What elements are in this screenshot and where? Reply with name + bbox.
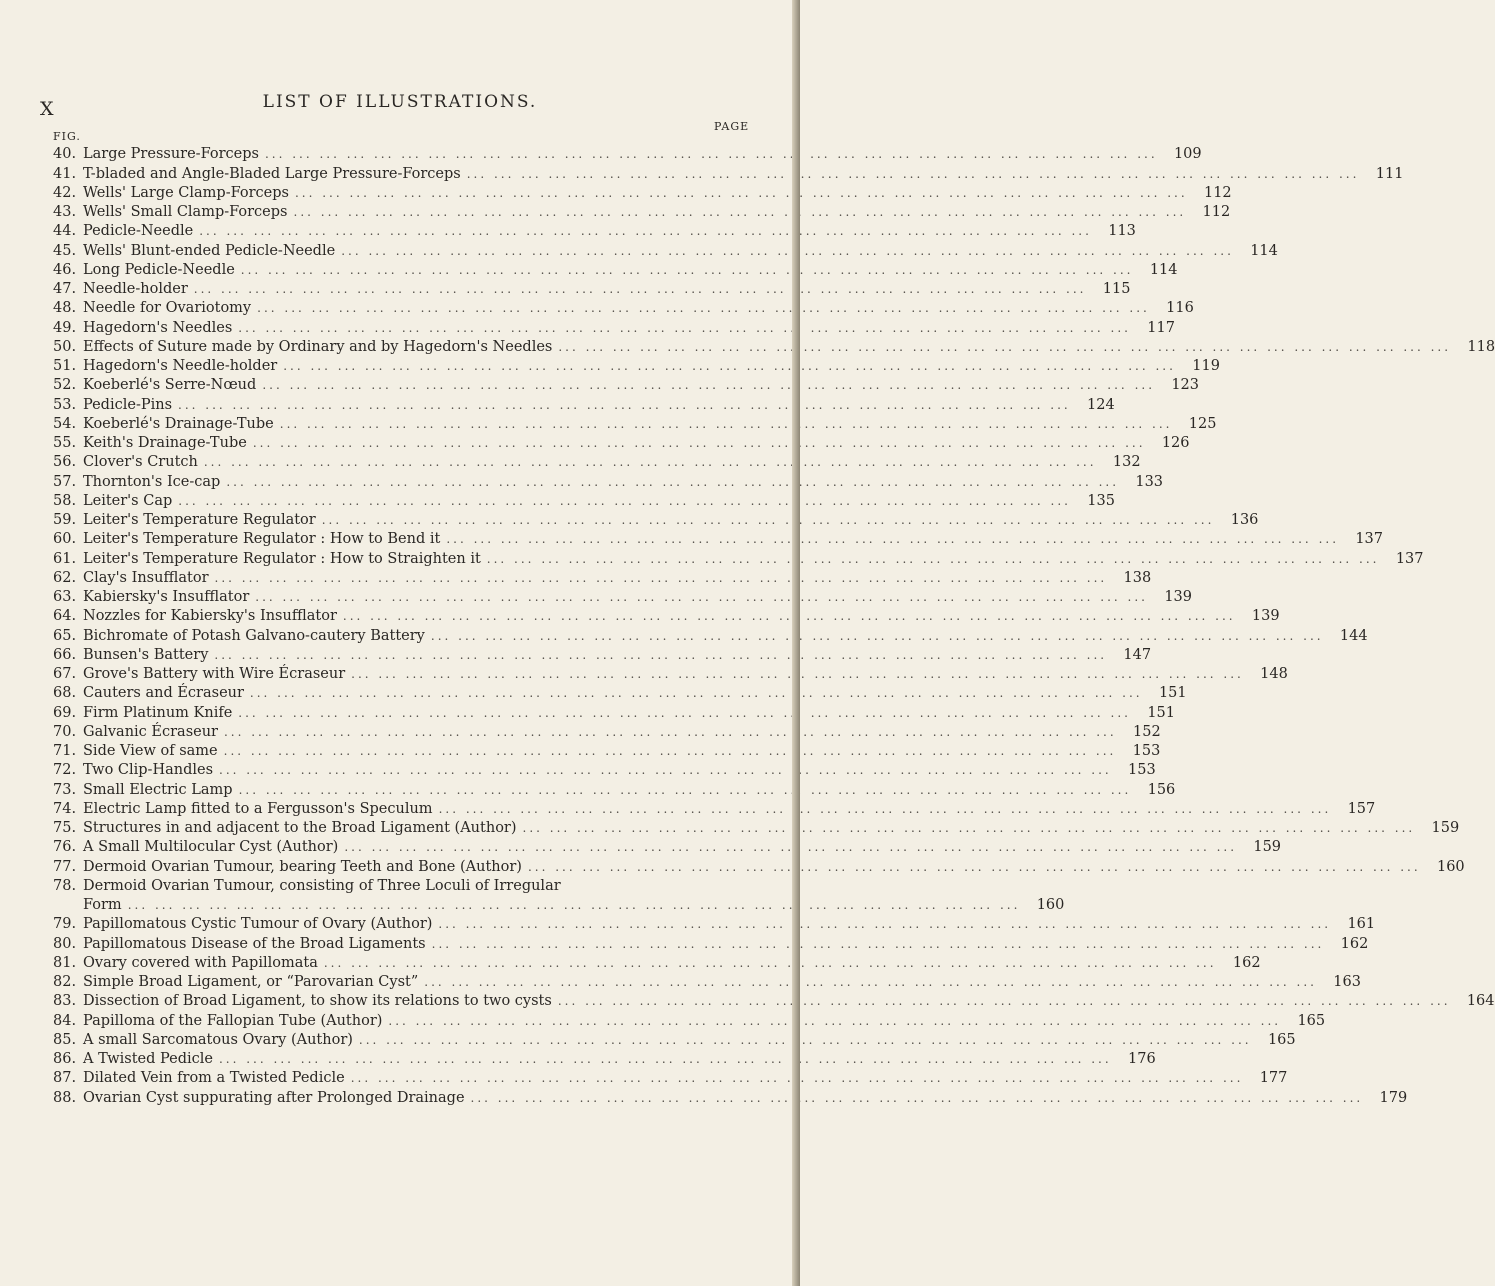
dot-leader [552,992,1455,1010]
page-ref: 123 [1171,377,1200,394]
list-item [53,722,1161,741]
list-item [53,548,1424,567]
page-ref: 165 [1267,1031,1296,1048]
dot-leader [249,588,1152,606]
dot-leader [418,973,1321,991]
dot-leader [426,935,1329,953]
page-ref: 151 [1147,704,1175,721]
page-ref: 137 [1395,550,1424,567]
page-ref: 132 [1112,454,1141,471]
page-ref: 133 [1135,473,1164,490]
list-item [53,260,1178,279]
figure-number: 50. [53,338,77,355]
figure-title: Needle-holder [83,281,188,297]
list-item [53,317,1175,336]
figure-title: A Small Multilocular Cyst (Author) [83,839,339,856]
figure-title: Leiter's Temperature Regulator : How to Bend it [83,531,441,548]
dot-leader [208,646,1111,664]
list-item [53,818,1460,837]
page-ref: 115 [1102,281,1131,297]
figure-title: Clay's Insufflator [83,569,209,586]
figure-number: 79. [53,916,77,933]
page-ref: 119 [1192,358,1220,374]
dot-leader [440,530,1343,548]
dot-leader [465,1089,1368,1107]
figure-title: Grove's Battery with Wire Écraseur [83,666,346,682]
figure-number: 69. [53,704,77,721]
figure-number: 81. [53,954,77,971]
page-ref: 176 [1128,1051,1156,1067]
dot-leader [289,184,1192,202]
figure-number: 48. [53,300,77,317]
page-ref: 157 [1347,800,1376,817]
figure-number: 84. [53,1012,77,1029]
dot-leader [251,299,1154,317]
figure-number: 67. [53,666,77,682]
dot-leader [517,819,1420,837]
list-item [53,702,1175,721]
figure-number: 65. [53,627,77,644]
running-title: LIST OF ILLUSTRATIONS. [262,92,538,112]
dot-leader [433,800,1336,818]
figure-number: 85. [53,1031,77,1048]
figure-number: 52. [53,377,77,394]
dot-leader [122,896,1025,914]
dot-leader [235,261,1138,279]
figure-title: Needle for Ovariotomy [83,300,252,317]
dot-leader [188,280,1091,298]
list-item [53,471,1164,490]
page-ref: 112 [1203,184,1232,201]
page-ref: 137 [1355,531,1384,548]
figure-title: Nozzles for Kabiersky's Insufflator [83,608,337,625]
dot-leader [522,858,1425,876]
dot-leader [259,145,1162,163]
list-item [53,414,1217,433]
page-ref: 160 [1036,897,1065,913]
figure-title: Side View of same [83,743,218,759]
page-ref: 161 [1347,916,1376,933]
page-ref: 138 [1123,569,1152,586]
figure-number: 58. [53,492,77,509]
list-item [53,914,1376,933]
page-ref: 177 [1259,1070,1288,1087]
list-item [53,645,1152,664]
figure-number: 70. [53,723,77,740]
figure-title: Keith's Drainage-Tube [83,435,247,451]
dot-leader [481,550,1384,568]
figure-title: Dermoid Ovarian Tumour, bearing Teeth and Bone (Author) [83,858,522,875]
dot-leader [425,627,1328,645]
list-item [53,837,1282,856]
dot-leader [316,511,1219,529]
figure-title: Bunsen's Battery [83,646,209,663]
page-ref: 139 [1164,589,1192,605]
dot-leader [338,838,1241,856]
figure-number: 74. [53,800,77,817]
dot-leader [218,723,1121,741]
list-item [53,337,1495,356]
figure-number: 49. [53,319,77,336]
list-item [53,587,1192,606]
page-ref: 114 [1149,261,1178,278]
page-ref: 117 [1147,319,1175,336]
figure-number: 42. [53,184,77,201]
list-item [53,779,1176,798]
dot-leader [213,1050,1116,1068]
page-ref: 111 [1375,165,1404,182]
page-ref: 159 [1253,839,1282,856]
figure-title: Wells' Small Clamp-Forceps [83,204,288,220]
figure-title: Leiter's Cap [83,492,173,509]
list-item [53,606,1280,625]
list-item [53,625,1368,644]
list-item [53,394,1115,413]
dot-leader [256,376,1159,394]
list-item [53,221,1136,240]
figure-number: 63. [53,589,77,605]
list-item [53,760,1156,779]
figure-number: 55. [53,435,77,451]
figure-title: Kabiersky's Insufflator [83,589,250,605]
dot-leader [218,742,1121,760]
figure-number: 72. [53,762,77,779]
list-item [53,491,1115,510]
figure-title: Long Pedicle-Needle [83,261,235,278]
page-ref: 162 [1232,954,1261,971]
dot-leader [353,1031,1256,1049]
dot-leader [172,492,1075,510]
dot-leader [198,453,1101,471]
figure-number: 83. [53,993,77,1010]
figure-number: 86. [53,1051,77,1067]
figure-title: A small Sarcomatous Ovary (Author) [83,1031,353,1048]
list-item [53,895,1065,914]
dot-leader [337,607,1240,625]
figure-number: 40. [53,146,77,163]
figure-title: T-bladed and Angle-Bladed Large Pressure-Forceps [83,165,461,182]
list-item [53,202,1231,221]
list-item [53,1068,1288,1087]
page-ref: 136 [1230,512,1259,528]
figure-number: 76. [53,839,77,856]
list-item [53,1087,1408,1106]
figure-title: Koeberlé's Serre-Nœud [83,377,257,394]
figure-number: 59. [53,512,77,528]
page-ref: 162 [1340,935,1369,952]
figure-number: 73. [53,781,77,798]
page-ref: 159 [1431,820,1460,836]
list-item [53,933,1369,952]
figure-title: Wells' Large Clamp-Forceps [83,184,289,201]
list-item [53,953,1261,972]
dot-leader [172,396,1075,414]
page-ref: 109 [1173,146,1202,163]
figure-number: 41. [53,165,77,182]
figure-number: 71. [53,743,77,759]
page-ref: 153 [1132,743,1161,759]
dot-leader [213,761,1116,779]
figure-number: 45. [53,242,77,259]
figure-title: Leiter's Temperature Regulator : How to Straighten it [83,550,481,567]
list-item [53,991,1495,1010]
list-item [53,972,1361,991]
figure-title: Effects of Suture made by Ordinary and by Hagedorn's Needles [83,338,553,355]
figure-title: Large Pressure-Forceps [83,146,259,163]
page-ref: 125 [1188,415,1217,432]
list-item [53,163,1404,182]
dot-leader [277,357,1180,375]
page-ref: 164 [1466,993,1495,1010]
illustration-list [53,144,1495,1107]
figure-title: Simple Broad Ligament, or “Parovarian Cyst” [83,974,419,990]
page-number: X [40,98,55,120]
list-item [53,279,1131,298]
list-item [53,240,1278,259]
list-item [53,356,1220,375]
dot-leader [209,569,1112,587]
figure-title: Dilated Vein from a Twisted Pedicle [83,1070,345,1087]
figure-title: Galvanic Écraseur [83,723,218,740]
figure-number: 87. [53,1070,77,1087]
figure-number: 54. [53,415,77,432]
figure-title: Clover's Crutch [83,454,198,471]
figure-number: 77. [53,858,77,875]
figure-title: Dermoid Ovarian Tumour, consisting of Three Loculi of Irregular [83,877,561,894]
figure-number: 66. [53,646,77,663]
dot-leader [318,954,1221,972]
dot-leader [233,781,1136,799]
list-item [53,1010,1326,1029]
page-ref: 147 [1123,646,1152,663]
figure-number: 80. [53,935,77,952]
figure-title: Bichromate of Potash Galvano-cautery Battery [83,627,425,644]
list-item [53,452,1141,471]
page-ref: 112 [1202,204,1231,220]
figure-number: 47. [53,281,77,297]
dot-leader [432,915,1335,933]
dot-leader [232,319,1135,337]
list-item [53,683,1187,702]
figure-number: 57. [53,473,77,490]
dot-leader [335,242,1238,260]
list-item [53,856,1465,875]
page-ref: 113 [1108,223,1136,240]
figure-number: 46. [53,261,77,278]
fig-column-heading: FIG. [53,130,81,143]
figure-title: Thornton's Ice-cap [83,473,221,490]
page-ref: 165 [1297,1012,1326,1029]
dot-leader [247,434,1150,452]
page-ref: 116 [1166,300,1194,317]
dot-leader [288,203,1191,221]
figure-title: Papilloma of the Fallopian Tube (Author) [83,1012,383,1029]
figure-title: Pedicle-Pins [83,396,173,413]
figure-title: Dissection of Broad Ligament, to show its relations to two cysts [83,993,552,1010]
dot-leader [220,473,1123,491]
figure-number: 61. [53,550,77,567]
figure-title: Papillomatous Cystic Tumour of Ovary (Author) [83,916,433,933]
page-ref: 144 [1339,627,1368,644]
page-ref: 160 [1436,858,1465,875]
figure-title: Ovarian Cyst suppurating after Prolonged Drainage [83,1089,465,1106]
page-edge [792,0,800,1286]
list-item [53,529,1384,548]
figure-number: 88. [53,1089,77,1106]
figure-title: Form [83,897,122,913]
figure-title: A Twisted Pedicle [83,1051,213,1067]
dot-leader [232,704,1135,722]
list-item [53,876,753,895]
list-item [53,568,1152,587]
figure-number: 62. [53,569,77,586]
figure-title: Structures in and adjacent to the Broad Ligament (Author) [83,820,517,836]
page-column-heading: PAGE [714,120,750,133]
figure-number: 43. [53,204,77,220]
list-item [53,1030,1296,1049]
list-item [53,144,1202,163]
figure-title: Ovary covered with Papillomata [83,954,318,971]
list-item [53,741,1161,760]
figure-number: 44. [53,223,77,240]
page-ref: 148 [1260,666,1288,682]
figure-number: 82. [53,974,77,990]
figure-title: Papillomatous Disease of the Broad Ligaments [83,935,426,952]
page-ref: 114 [1250,242,1278,259]
figure-number: 78. [53,877,77,894]
figure-title: Hagedorn's Needles [83,319,233,336]
page-ref: 139 [1251,608,1280,625]
list-item [53,433,1190,452]
page-ref: 163 [1333,974,1361,990]
list-item [53,183,1232,202]
list-item [53,298,1194,317]
dot-leader [552,338,1455,356]
figure-title: Leiter's Temperature Regulator [83,512,316,528]
figure-title: Two Clip-Handles [83,762,214,779]
figure-title: Electric Lamp fitted to a Fergusson's Speculum [83,800,433,817]
page-ref: 179 [1379,1089,1408,1106]
page-ref: 124 [1087,396,1115,413]
page-ref: 156 [1147,781,1176,798]
page-ref: 151 [1158,685,1187,702]
figure-number: 64. [53,608,77,625]
figure-title: Pedicle-Needle [83,223,194,240]
figure-title: Firm Platinum Knife [83,704,233,721]
dot-leader [244,684,1147,702]
figure-number: 51. [53,358,77,374]
page-ref: 152 [1133,723,1161,740]
page-ref: 126 [1161,435,1190,451]
list-item [53,510,1259,529]
figure-number: 68. [53,685,77,702]
figure-title: Cauters and Écraseur [83,685,244,702]
list-item [53,1049,1156,1068]
figure-number: 75. [53,820,77,836]
figure-title: Koeberlé's Drainage-Tube [83,415,274,432]
figure-title: Hagedorn's Needle-holder [83,358,278,374]
dot-leader [382,1012,1285,1030]
dot-leader [193,222,1096,240]
figure-number: 60. [53,531,77,548]
figure-number: 56. [53,454,77,471]
page-ref: 118 [1467,338,1495,355]
figure-title: Wells' Blunt-ended Pedicle-Needle [83,242,336,259]
list-item [53,375,1200,394]
dot-leader [274,415,1177,433]
page-ref: 135 [1087,492,1115,509]
list-item [53,799,1376,818]
dot-leader [461,165,1364,183]
page-ref: 153 [1128,762,1156,779]
figure-number: 53. [53,396,77,413]
list-item [53,664,1288,683]
figure-title: Small Electric Lamp [83,781,233,798]
